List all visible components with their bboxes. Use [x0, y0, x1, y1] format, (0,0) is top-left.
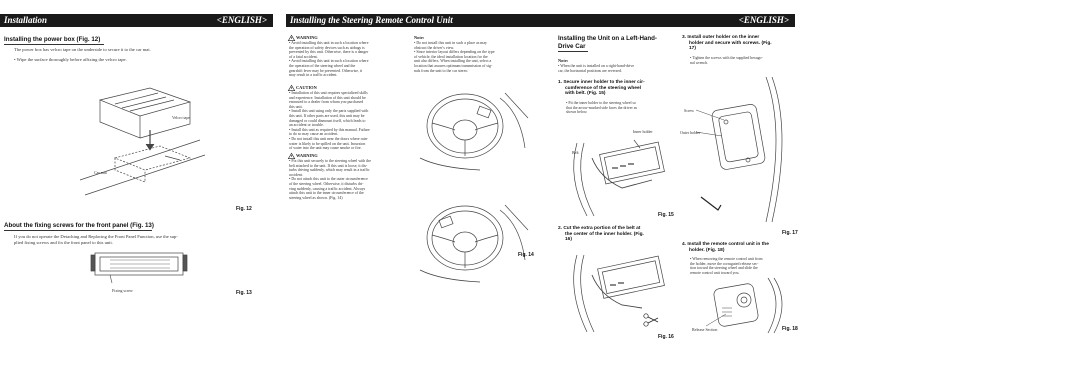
fig18-caption: Fig. 18 — [782, 326, 798, 332]
warning2-line: belt attached to the unit. If this unit is loose, it dis- — [289, 163, 368, 168]
step3-sub-line: • Tighten the screws with the supplied hexago- — [690, 56, 763, 60]
step4-line: holder. (Fig. 18) — [689, 247, 725, 253]
fig14-illustration-bottom — [420, 190, 530, 285]
warning1-line: • Avoid installing this unit in such a location where — [289, 41, 369, 45]
power-box-heading: Installing the power box (Fig. 12) — [4, 36, 101, 43]
caution-title: CAUTION — [296, 85, 317, 90]
hex-wrench-icon — [701, 197, 721, 210]
note1-line: location that assures optimum transmission of sig- — [414, 63, 493, 68]
warning2-line: attach this unit to the inner circumference of the — [289, 191, 364, 196]
caution-line: • Do not install this unit near the doors where rain- — [289, 136, 368, 141]
fig17-caption: Fig. 17 — [782, 230, 798, 236]
fig12-velcro-label: Velcro tape — [172, 115, 191, 120]
fixing-screws-para-1: If you do not operate the Detaching and Replacing the Front Panel Function, use the sup- — [14, 234, 178, 239]
caution-line: entrusted to a dealer from whom you purchased — [289, 100, 364, 105]
caution-line: to do so may cause an accident. — [289, 132, 339, 137]
fig15-caption: Fig. 15 — [658, 212, 674, 218]
fixing-screws-heading: About the fixing screws for the front panel (Fig. 13) — [4, 222, 154, 229]
fig18-release-label: Release Section — [692, 327, 718, 332]
fig17-illustration — [686, 72, 796, 227]
caution-line: and experience. Installation of this unit should be — [289, 95, 366, 100]
step3-sub-line: nal wrench. — [690, 60, 709, 65]
note2-text — [558, 64, 673, 73]
warning2-title: WARNING — [296, 153, 318, 158]
caution-text — [289, 91, 399, 151]
step4-subtext — [690, 257, 800, 275]
step2-line: 2. Cut the extra portion of the belt at — [558, 226, 641, 231]
step4-text — [682, 242, 800, 253]
step1-line: cumference of the steering wheel — [565, 85, 641, 91]
fig17-screw-label: Screw — [684, 108, 694, 113]
fig16-caption: Fig. 16 — [658, 334, 674, 340]
note1-line: nals from the unit to the car stereo. — [414, 68, 469, 73]
warning1-line: of a fatal accident. — [289, 54, 318, 59]
warning2-line: accident. — [289, 172, 303, 177]
warning2-line: turbs driving suddenly, which may result in a traffic — [289, 168, 370, 173]
fig18-illustration — [686, 278, 796, 333]
note1-line: of vehicle, the ideal installation location for the — [414, 54, 488, 59]
step4-sub-line: the holder, move the corrugated release sec- — [690, 261, 759, 266]
caution-line: this unit. — [289, 104, 303, 109]
note1-line: • Do not install this unit in such a place as may — [414, 41, 488, 45]
caution-line: • Install this unit using only the parts supplied with — [289, 109, 369, 114]
step3-line: 3. Install outer holder on the inner — [682, 35, 760, 40]
left-page-header — [0, 14, 273, 27]
warning2-line: steering wheel as shown. (Fig. 14) — [289, 195, 343, 200]
left-hand-drive-underline — [558, 51, 588, 52]
power-box-paragraph: The power box has velcro tape on the underside to secure it to the car mat. — [14, 47, 151, 52]
step2-line: 16) — [565, 237, 572, 243]
fig12-illustration — [80, 70, 210, 210]
fig17-outer-holder-label: Outer holder — [680, 130, 701, 135]
fig16-illustration — [562, 250, 672, 335]
warning2-line: of the steering wheel. Otherwise, it disturbs dri- — [289, 181, 364, 186]
step3-text — [682, 35, 800, 52]
step2-line: the center of the inner holder. (Fig. — [565, 231, 644, 237]
note1-line: obstruct the driver's view. — [414, 45, 454, 50]
step2-text — [558, 226, 678, 243]
step1-line: 1. Secure inner holder to the inner cir- — [558, 80, 645, 85]
note1-line: • Since interior layout differs depending on the type — [414, 50, 495, 55]
note2-title: Note: — [558, 58, 569, 63]
power-box-heading-underline — [4, 44, 104, 45]
note2-line: • When the unit is installed on a right-hand-drive — [558, 64, 635, 68]
caution-line: of water into the unit may cause smoke or fire. — [289, 146, 362, 151]
fig14-caption: Fig. 14 — [518, 252, 534, 258]
left-header-lang: <ENGLISH> — [216, 15, 267, 25]
step1-sub-line: that the arrow-marked side faces the driver as — [566, 105, 637, 110]
warning2-line: ving suddenly, causing a traffic accident. Always — [289, 186, 366, 191]
step4-sub-line: tion toward the steering wheel and slide the — [690, 266, 758, 271]
step1-text — [558, 80, 678, 97]
step4-line: 4. Install the remote control unit in the — [682, 242, 769, 247]
step4-sub-line: remote control unit toward you. — [690, 270, 740, 275]
fig12-carmat-label: Car mat — [94, 170, 107, 175]
left-hand-drive-heading-2: Drive Car — [558, 43, 586, 50]
warning1-text — [289, 41, 399, 78]
scissors-icon — [644, 314, 658, 326]
warning2-line: • Fix this unit securely to the steering wheel with the — [289, 159, 371, 163]
warning2-text — [289, 159, 399, 200]
step1-subtext — [566, 101, 676, 115]
warning1-line: the operation of the steering wheel and the — [289, 63, 356, 68]
fixing-screws-heading-underline — [4, 230, 152, 231]
fig15-illustration — [562, 118, 672, 218]
fig15-inner-holder-label: Inner holder — [633, 129, 653, 134]
fig15-belt-label: Belt — [572, 150, 579, 155]
note1-text — [414, 41, 534, 73]
warning2-line: • Do not attach this unit to the outer circumference — [289, 177, 368, 182]
warning1-line: • Avoid installing this unit in such a location where — [289, 59, 369, 64]
step3-subtext — [690, 56, 800, 65]
note2-line: car, the horizontal positions are reversed. — [558, 68, 622, 73]
caution-line: an accident or trouble. — [289, 123, 324, 128]
step1-sub-line: • Fit the inner holder to the steering wheel so — [566, 101, 636, 105]
caution-line: • Install this unit as required by this manual. Failure — [289, 127, 370, 132]
caution-line: this unit. If other parts are used, this unit may be — [289, 113, 365, 118]
left-hand-drive-heading-1: Installing the Unit on a Left-Hand- — [558, 35, 657, 42]
fixing-screws-para-2: plied fixing screws and fix the front panel to this unit. — [14, 240, 113, 245]
step1-line: with belt. (Fig. 15) — [565, 91, 606, 97]
warning1-line: the operation of safety devices such as airbags is — [289, 45, 365, 50]
step1-sub-line: shown below. — [566, 110, 588, 115]
note1-title: Note: — [414, 35, 425, 40]
power-box-bullet: • Wipe the surface thoroughly before affixing the velcro tape. — [14, 57, 127, 62]
step4-sub-line: • When removing the remote control unit from — [690, 257, 763, 261]
step3-line: 17) — [689, 46, 696, 52]
fig12-caption: Fig. 12 — [236, 206, 252, 212]
warning1-line: prevented by this unit. Otherwise, there is a danger — [289, 50, 369, 55]
warning1-title: WARNING — [296, 35, 318, 40]
caution-line: damaged or could dismount itself, which leads to — [289, 118, 366, 123]
fig13-caption: Fig. 13 — [236, 290, 252, 296]
caution-line: water is likely to be spilled on the unit. Incursion — [289, 141, 366, 146]
right-page-header — [286, 14, 795, 27]
right-header-title: Installing the Steering Remote Control Unit — [290, 15, 453, 25]
step3-line: holder and secure with screws. (Fig. — [689, 40, 772, 46]
left-header-title: Installation — [4, 15, 48, 25]
fig13-illustration — [90, 250, 190, 290]
right-header-lang: <ENGLISH> — [738, 15, 789, 25]
caution-line: • Installation of this unit requires specialized skills — [289, 91, 368, 95]
warning1-line: may result in a traffic accident. — [289, 73, 338, 78]
warning1-line: gearshift lever may be prevented. Otherwise, it — [289, 68, 363, 73]
fig13-screw-label: Fixing screw — [112, 288, 133, 293]
fig14-illustration-top — [420, 78, 530, 173]
note1-line: unit also differs. When installing the unit, select a — [414, 59, 492, 64]
